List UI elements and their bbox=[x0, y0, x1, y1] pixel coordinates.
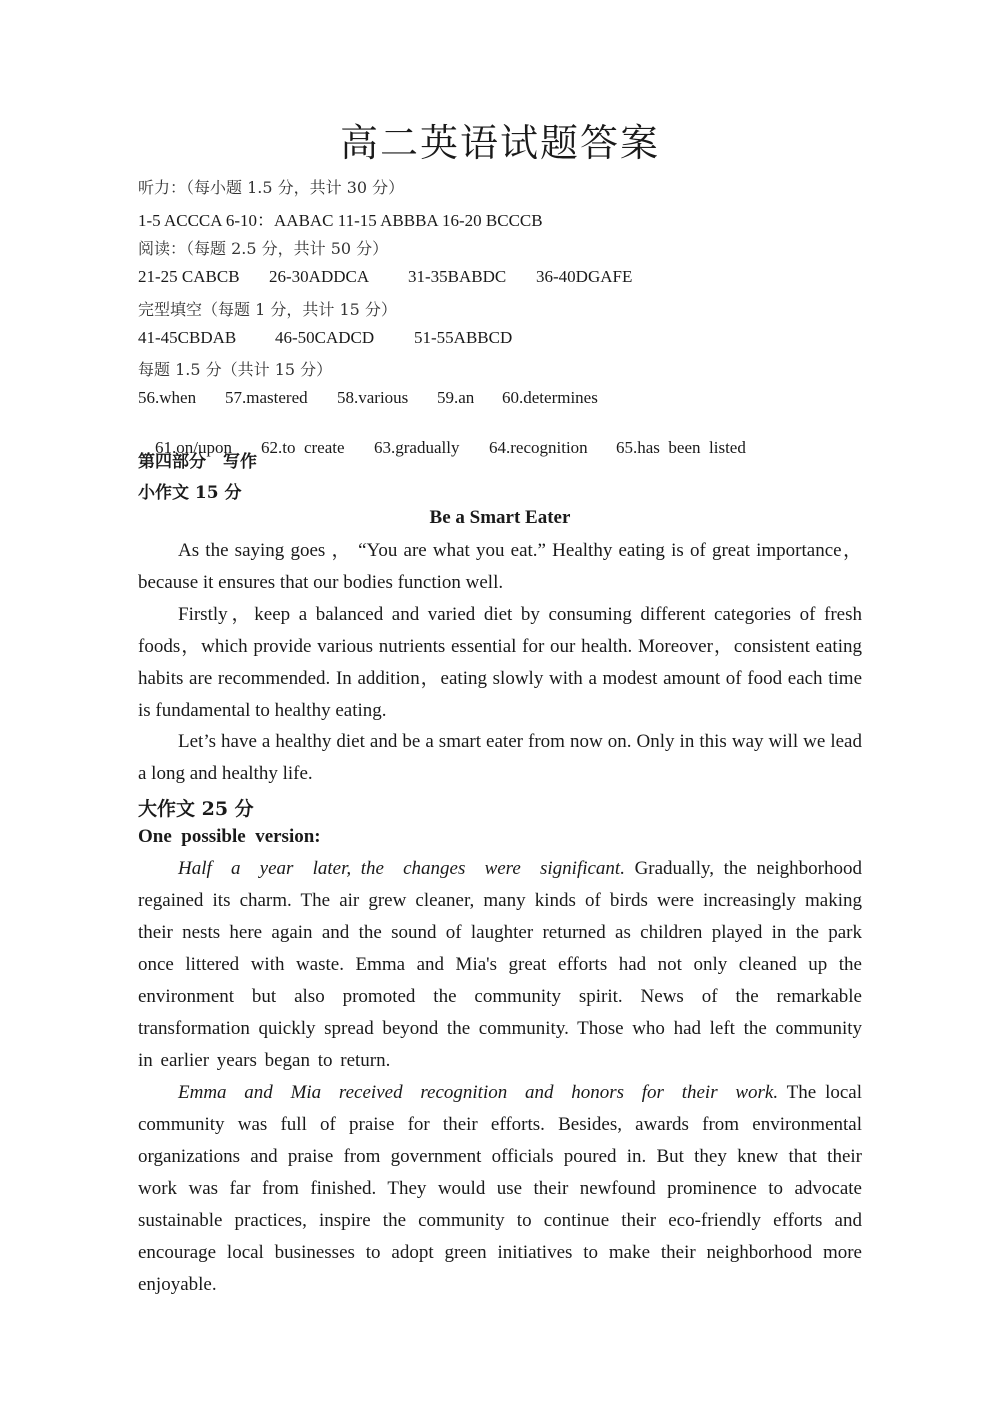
short-essay-paragraph-1: As the saying goes ， “You are what you eat.” Healthy eating is of great importance，because it ensures that our bodies function well. bbox=[138, 540, 862, 593]
reading-answer-group: 26-30ADDCA bbox=[269, 267, 370, 286]
reading-answers bbox=[138, 267, 632, 287]
page-title: 高二英语试题答案 bbox=[339, 121, 660, 165]
cloze-answer-group: 46-50CADCD bbox=[275, 328, 375, 347]
grammar-answer: 56.when bbox=[138, 388, 197, 407]
long-essay-heading: 大作文 25 分 bbox=[138, 798, 254, 820]
long-essay-paragraph-2 bbox=[138, 1077, 862, 1301]
grammar-answers-row-1 bbox=[138, 388, 598, 408]
grammar-answer: 64.recognition bbox=[489, 438, 588, 457]
grammar-answer: 58.various bbox=[337, 388, 409, 407]
grammar-answer: 62.to create bbox=[261, 438, 345, 457]
grammar-heading: 每题 1.5 分（共计 15 分） bbox=[138, 360, 333, 379]
reading-heading: 阅读：（每题 2.5 分，共计 50 分） bbox=[138, 239, 389, 258]
grammar-answer: 65.has been listed bbox=[616, 438, 746, 457]
version-label: One possible version: bbox=[138, 826, 321, 847]
reading-answer-group: 31-35BABDC bbox=[408, 267, 507, 286]
short-essay-paragraph-2: Firstly，keep a balanced and varied diet by consuming different categories of fresh foods，which provide various nutrients essential for our health. Moreover，consistent eating habits are recommended. In addition，eating slowly with a modest amount of food each time is fundamental to healthy eating. bbox=[138, 604, 862, 721]
paragraph-body: The local community was full of praise for their efforts. Besides, awards from environmental organizations and praise from government officials poured in. But they knew that their work was far from finished. They would use their newfound prominence to advocate sustainable practices, inspire the community to continue their eco-friendly efforts and encourage local businesses to adopt green initiatives to make their neighborhood more enjoyable. bbox=[138, 1082, 862, 1295]
reading-answer-group: 36-40DGAFE bbox=[536, 267, 633, 286]
writing-section-heading: 第四部分 写作 bbox=[138, 452, 257, 472]
grammar-answer: 63.gradually bbox=[374, 438, 460, 457]
grammar-answer: 57.mastered bbox=[225, 388, 308, 407]
grammar-answer: 59.an bbox=[437, 388, 475, 407]
reading-answer-group: 21-25 CABCB bbox=[138, 267, 240, 286]
paragraph-body: Gradually, the neighborhood regained its charm. The air grew cleaner, many kinds of birds were increasingly making their nests here again and the sound of laughter returned as children played in the park once littered with waste. Emma and Mia's great efforts had not only cleaned up the environment but also promoted the community spirit. News of the remarkable transformation quickly spread beyond the community. Those who had left the community in earlier years began to return. bbox=[138, 858, 862, 1071]
cloze-answer-group: 41-45CBDAB bbox=[138, 328, 237, 347]
short-essay-paragraph-3: Let’s have a healthy diet and be a smart eater from now on. Only in this way will we lead a long and healthy life. bbox=[138, 731, 862, 784]
paragraph-lead-sentence: Emma and Mia received recognition and honors for their work. bbox=[178, 1082, 779, 1103]
grammar-answer: 61.on/upon bbox=[155, 438, 232, 457]
listening-heading: 听力：（每小题 1.5 分，共计 30 分） bbox=[138, 178, 405, 197]
cloze-answer-group: 51-55ABBCD bbox=[414, 328, 513, 347]
paragraph-lead-sentence: Half a year later, the changes were significant. bbox=[178, 858, 625, 879]
grammar-answer: 60.determines bbox=[502, 388, 598, 407]
listening-answers: 1-5 ACCCA 6-10：AABAC 11-15 ABBBA 16-20 BCCCB bbox=[138, 211, 543, 230]
long-essay-paragraph-1 bbox=[138, 853, 862, 1077]
cloze-heading: 完型填空（每题 1 分，共计 15 分） bbox=[138, 300, 397, 319]
short-essay-title: Be a Smart Eater bbox=[429, 507, 571, 528]
short-essay-heading: 小作文 15 分 bbox=[138, 483, 242, 503]
cloze-answers bbox=[138, 328, 512, 348]
